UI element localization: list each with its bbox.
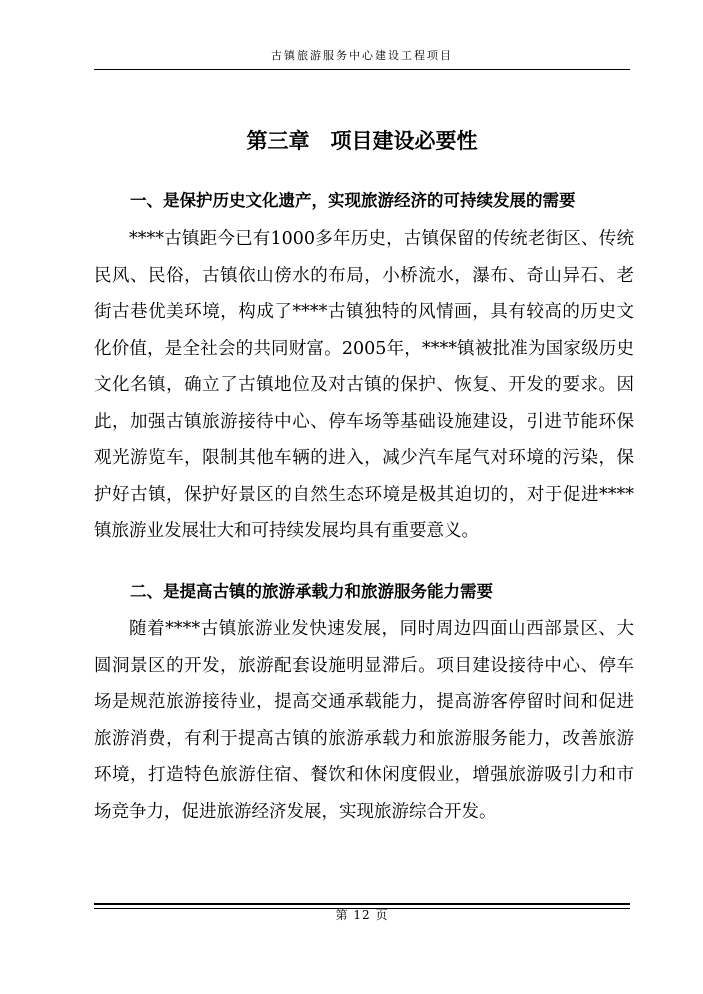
footer-divider-thick	[94, 903, 630, 905]
chapter-title: 第三章 项目建设必要性	[246, 128, 478, 153]
header-divider	[94, 69, 630, 70]
page-number: 第 12 页	[335, 908, 389, 922]
section-paragraph-2: 随着****古镇旅游业发快速发展，同时周边四面山西部景区、大圆洞景区的开发，旅游配套设施明显滞后。项目建设接待中心、停车场是规范旅游接待业，提高交通承载能力，提高游客停留时间和促进旅游消费，有利于提高古镇的旅游承载力和旅游服务能力，改善旅游环境，打造特色旅游住宿、餐饮和休闲度假业，增强旅游吸引力和市场竞争力，促进旅游经济发展，实现旅游综合开发。	[94, 619, 634, 822]
section-heading-2: 二、是提高古镇的旅游承载力和旅游服务能力需要	[130, 582, 493, 601]
section-heading-1: 一、是保护历史文化遗产，实现旅游经济的可持续发展的需要	[130, 191, 576, 210]
section-paragraph-1: ****古镇距今已有1000多年历史，古镇保留的传统老街区、传统民风、民俗，古镇依山傍水的布局，小桥流水，瀑布、奇山异石、老街古巷优美环境，构成了****古镇独特的风情画，具有较高的历史文化价值，是全社会的共同财富。2005年，****镇被批准为国家级历史文化名镇，确立了古镇地位及对古镇的保护、恢复、开发的要求。因此，加强古镇旅游接待中心、停车场等基础设施建设，引进节能环保观光游览车，限制其他车辆的进入，减少汽车尾气对环境的污染，保护好古镇，保护好景区的自然生态环境是极其迫切的，对于促进****镇旅游业发展壮大和可持续发展均具有重要意义。	[94, 229, 634, 541]
page-header: 古镇旅游服务中心建设工程项目	[271, 49, 453, 62]
